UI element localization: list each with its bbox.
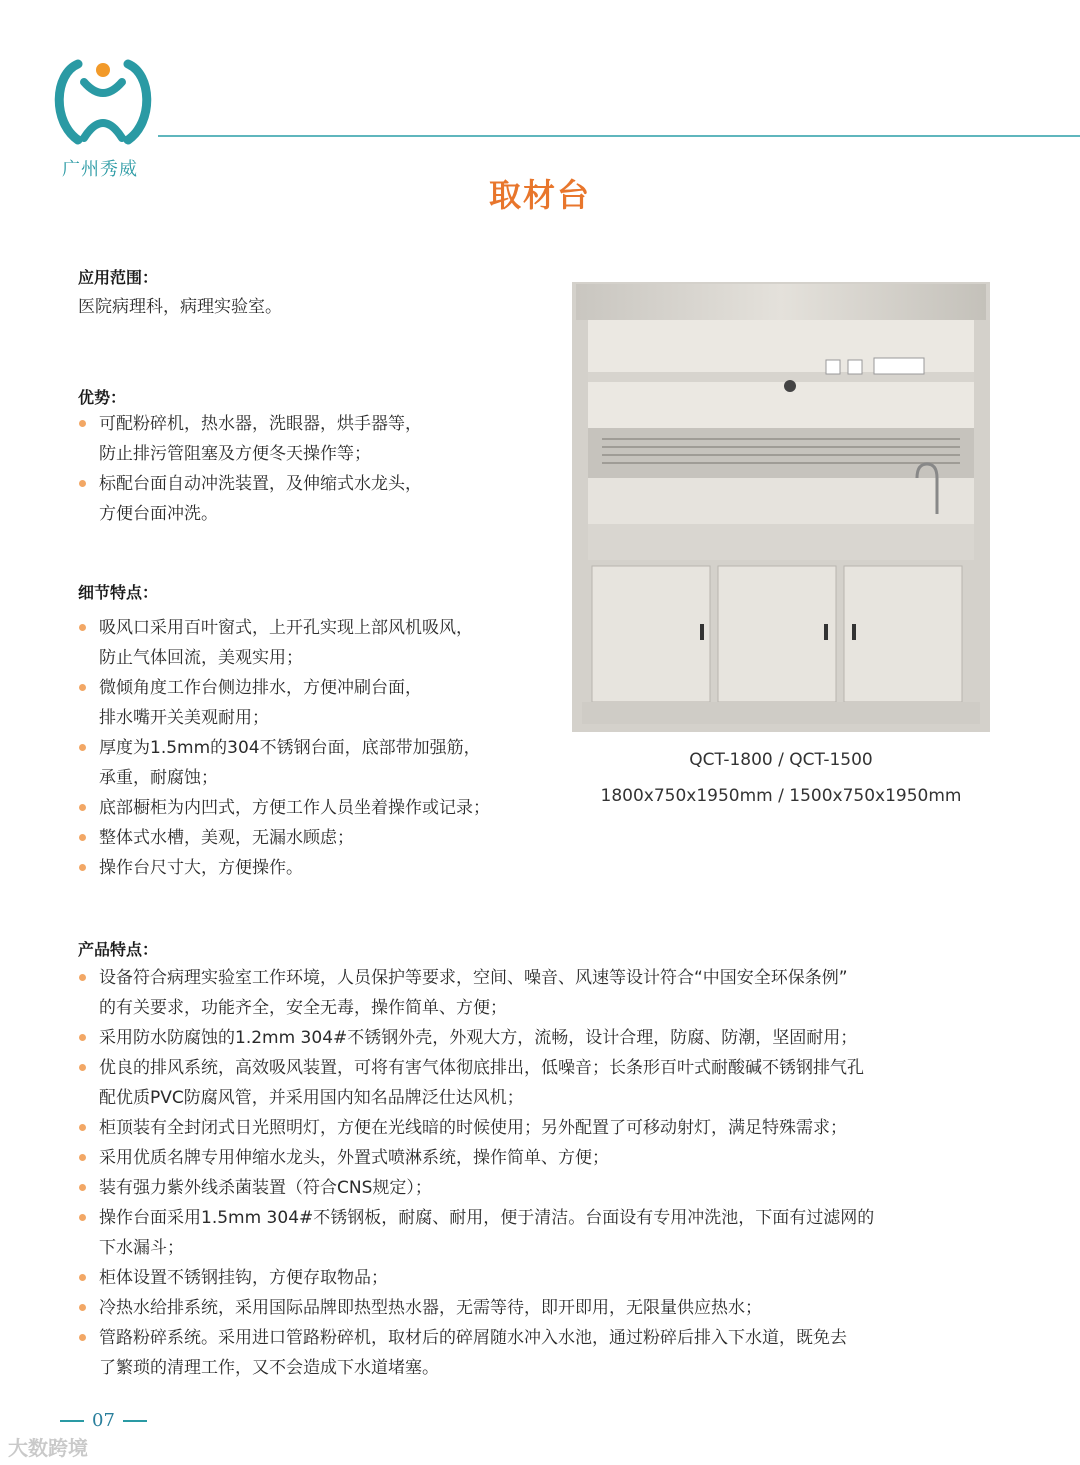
page-number: [52, 1410, 155, 1431]
page-dash-right: [123, 1420, 147, 1422]
feature-item: [78, 963, 874, 1023]
feature-item-line: 采用优质名牌专用伸缩水龙头，外置式喷淋系统，操作简单、方便；: [99, 1148, 609, 1168]
feature-item-line: 管路粉碎系统。采用进口管路粉碎机，取材后的碎屑随水冲入水池，通过粉碎后排入下水道，既免去: [99, 1328, 847, 1348]
feature-item: [78, 1143, 874, 1173]
feature-item: [78, 1173, 874, 1203]
feature-item: [78, 1263, 874, 1293]
detail-item-line: 厚度为1.5mm的304不锈钢台面，底部带加强筋，: [99, 738, 481, 758]
advantage-item: [78, 469, 422, 529]
detail-item: [78, 613, 490, 673]
product-image: [572, 282, 990, 732]
feature-item: [78, 1053, 874, 1113]
detail-item-line: 整体式水槽，美观，无漏水顾虑；: [99, 828, 354, 848]
feature-item-line: 装有强力紫外线杀菌装置（符合CNS规定）；: [99, 1178, 432, 1198]
advantages-label: 优势：: [78, 388, 127, 407]
feature-item-line: 柜体设置不锈钢挂钩，方便存取物品；: [99, 1268, 388, 1288]
page-dash-left: [60, 1420, 84, 1422]
feature-item-line: 柜顶装有全封闭式日光照明灯，方便在光线暗的时候使用；另外配置了可移动射灯，满足特殊需求；: [99, 1118, 847, 1138]
feature-item-line: 优良的排风系统，高效吸风装置，可将有害气体彻底排出，低噪音；长条形百叶式耐酸碱不锈钢排气孔: [99, 1058, 864, 1078]
advantages-list: [78, 409, 422, 529]
detail-item-line: 吸风口采用百叶窗式，上开孔实现上部风机吸风，: [99, 618, 473, 638]
advantage-item: [78, 409, 422, 469]
feature-item-line: 设备符合病理实验室工作环境，人员保护等要求，空间、噪音、风速等设计符合“中国安全环保条例”: [99, 968, 848, 988]
detail-item-line: 底部橱柜为内凹式，方便工作人员坐着操作或记录；: [99, 798, 490, 818]
header-divider: [158, 135, 1080, 137]
scope-label: 应用范围：: [78, 268, 159, 287]
detail-item-line: 排水嘴开关美观耐用；: [99, 708, 269, 728]
detail-item: [78, 793, 490, 823]
page-title: 取材台: [488, 176, 591, 214]
product-model: QCT-1800 / QCT-1500: [689, 750, 873, 770]
feature-item-line: 了繁琐的清理工作，又不会造成下水道堵塞。: [99, 1358, 439, 1378]
feature-item-line: 操作台面采用1.5mm 304#不锈钢板，耐腐、耐用，便于清洁。台面设有专用冲洗池，下面有过滤网的: [99, 1208, 875, 1228]
detail-item-line: 防止气体回流，美观实用；: [99, 648, 303, 668]
scope-text: 医院病理科，病理实验室。: [78, 297, 282, 317]
feature-item: [78, 1293, 874, 1323]
feature-item-line: 采用防水防腐蚀的1.2mm 304#不锈钢外壳，外观大方，流畅，设计合理，防腐、防潮，坚固耐用；: [99, 1028, 858, 1048]
feature-item: [78, 1203, 874, 1263]
feature-item-line: 配优质PVC防腐风管，并采用国内知名品牌泛仕达风机；: [99, 1088, 524, 1108]
detail-item: [78, 733, 490, 793]
advantage-item-line: 标配台面自动冲洗装置，及伸缩式水龙头，: [99, 474, 422, 494]
feature-item: [78, 1023, 874, 1053]
detail-item-line: 操作台尺寸大，方便操作。: [99, 858, 303, 878]
details-label: 细节特点：: [78, 583, 159, 602]
feature-item-line: 下水漏斗；: [99, 1238, 184, 1258]
watermark-text: 大数跨境: [8, 1436, 88, 1460]
features-list: [78, 963, 874, 1383]
feature-item-line: 冷热水给排系统，采用国际品牌即热型热水器，无需等待，即开即用，无限量供应热水；: [99, 1298, 762, 1318]
detail-item: [78, 823, 490, 853]
details-list: [78, 613, 490, 883]
advantage-item-line: 方便台面冲洗。: [99, 504, 218, 524]
product-dimensions: 1800x750x1950mm / 1500x750x1950mm: [600, 786, 962, 806]
company-logo-icon: [48, 52, 158, 152]
detail-item: [78, 853, 490, 883]
detail-item-line: 微倾角度工作台侧边排水，方便冲刷台面，: [99, 678, 422, 698]
detail-item-line: 承重，耐腐蚀；: [99, 768, 218, 788]
feature-item: [78, 1323, 874, 1383]
feature-item: [78, 1113, 874, 1143]
features-label: 产品特点：: [78, 940, 159, 959]
advantage-item-line: 可配粉碎机，热水器，洗眼器，烘手器等，: [99, 414, 422, 434]
feature-item-line: 的有关要求，功能齐全，安全无毒，操作简单、方便；: [99, 998, 507, 1018]
page-number-text: 07: [92, 1410, 115, 1431]
detail-item: [78, 673, 490, 733]
logo-text: 广州秀威: [62, 159, 138, 180]
advantage-item-line: 防止排污管阻塞及方便冬天操作等；: [99, 444, 371, 464]
